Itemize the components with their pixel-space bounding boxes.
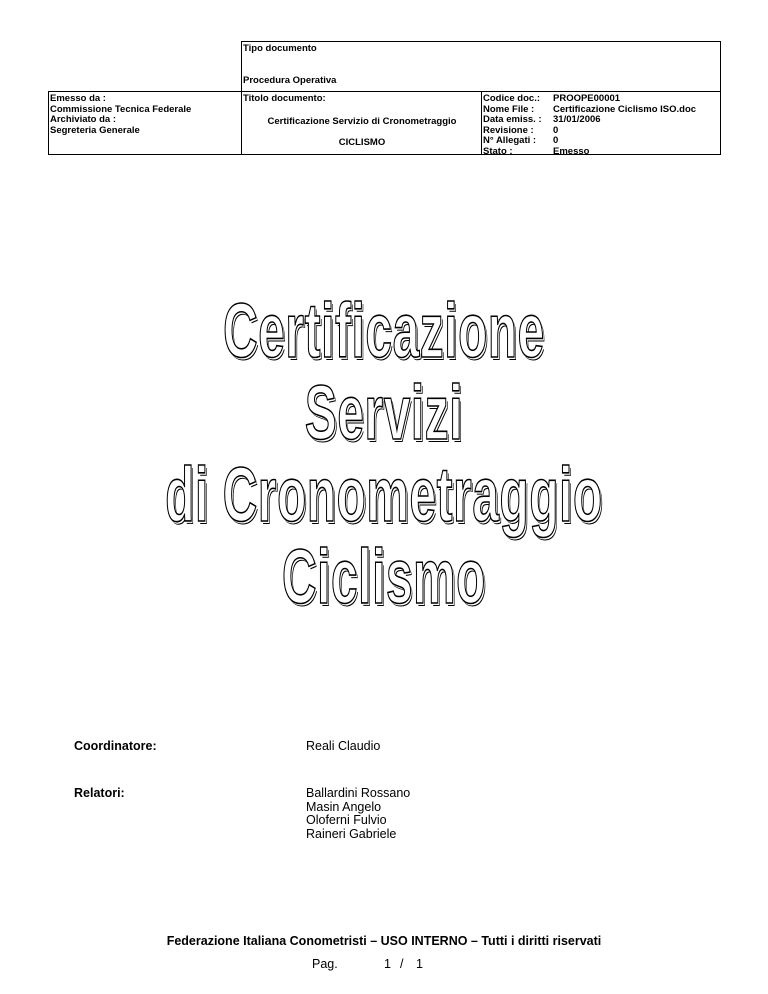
- meta-label-data: Data emiss. :: [483, 114, 542, 126]
- meta-value-allegati: 0: [553, 135, 559, 147]
- meta-value-nome-file: Certificazione Ciclismo ISO.doc: [553, 103, 697, 115]
- logo-cell-mask: [47, 40, 241, 91]
- page-number: 1: [384, 957, 391, 971]
- main-title-line-2: di Cronometraggio: [165, 452, 603, 538]
- page-label: Pag.: [312, 957, 338, 971]
- coordinatore-name: Reali Claudio: [306, 739, 381, 753]
- main-title-line-3: Ciclismo: [282, 534, 486, 620]
- meta-label-codice: Codice doc.:: [483, 93, 541, 104]
- main-title-line-1: Certificazione Servizi: [223, 288, 545, 456]
- meta-value-codice: PROOPE00001: [553, 93, 621, 104]
- archiviato-label: Archiviato da :: [50, 114, 116, 126]
- tipo-documento-label: Tipo documento: [243, 43, 317, 54]
- meta-value-data: 31/01/2006: [553, 114, 601, 126]
- relatore-1: Ballardini Rossano: [306, 786, 411, 800]
- relatore-2: Masin Angelo: [306, 799, 382, 814]
- page-total: 1: [416, 957, 423, 971]
- archiviato-value: Segreteria Generale: [50, 124, 140, 136]
- meta-value-stato: Emesso: [553, 145, 590, 157]
- main-title: [0, 290, 768, 618]
- header-divider-horizontal: [49, 91, 721, 92]
- emesso-value: Commissione Tecnica Federale: [50, 103, 192, 115]
- meta-labels: [483, 94, 542, 158]
- footer-text: Federazione Italiana Conometristi – USO INTERNO – Tutti i diritti riservati: [166, 934, 602, 948]
- meta-label-stato: Stato :: [483, 145, 513, 157]
- titolo-label: Titolo documento:: [243, 93, 326, 104]
- meta-label-allegati: N° Allegati :: [483, 135, 537, 147]
- meta-label-nome-file: Nome File :: [483, 103, 535, 115]
- meta-values: [553, 94, 696, 158]
- meta-value-revisione: 0: [553, 124, 559, 136]
- emesso-block: [50, 94, 191, 136]
- emesso-label: Emesso da :: [50, 93, 106, 104]
- relatore-3: Oloferni Fulvio: [306, 813, 387, 827]
- header-divider-meta: [481, 91, 482, 155]
- tipo-documento-value: Procedura Operativa: [243, 75, 337, 86]
- page-separator: /: [400, 957, 404, 971]
- header-divider-vertical: [241, 42, 242, 155]
- coordinatore-label: Coordinatore:: [74, 739, 157, 753]
- titolo-sub: CICLISMO: [338, 137, 386, 148]
- relatori-label: Relatori:: [74, 786, 125, 800]
- meta-label-revisione: Revisione :: [483, 124, 534, 136]
- relatore-4: Raineri Gabriele: [306, 826, 397, 841]
- relatori-list: [306, 787, 410, 841]
- titolo-value: Certificazione Servizio di Cronometraggio: [267, 116, 457, 127]
